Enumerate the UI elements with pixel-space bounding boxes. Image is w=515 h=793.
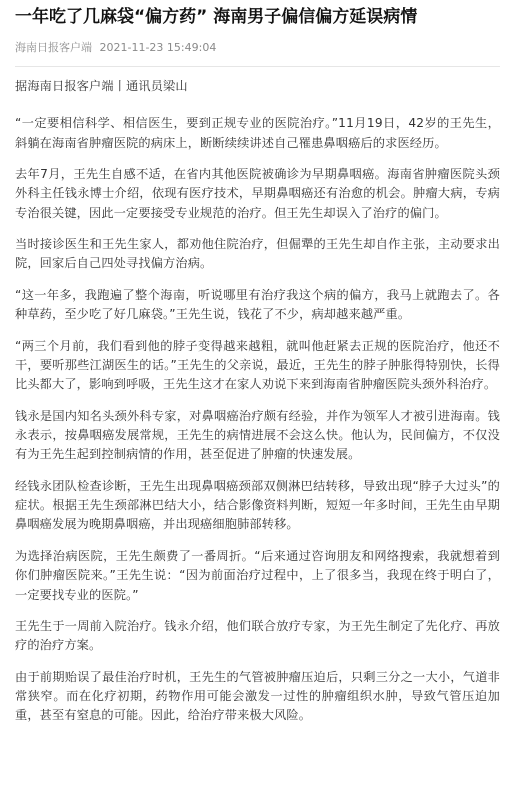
paragraph: “这一年多，我跑遍了整个海南，听说哪里有治疗我这个病的偏方，我马上就跑去了。各种草药，至少吃了好几麻袋。”王先生说，钱花了不少，病却越来越严重。 <box>15 287 500 322</box>
divider <box>15 66 500 67</box>
paragraph: “一定要相信科学、相信医生，要到正规专业的医院治疗。”11月19日，42岁的王先生，斜躺在海南省肿瘤医院的病床上，断断续续讲述自己罹患鼻咽癌后的求医经历。 <box>15 116 500 150</box>
paragraph: 由于前期贻误了最佳治疗时机，王先生的气管被肿瘤压迫后，只剩三分之一大小，气道非常狭窄。而在化疗初期，药物作用可能会激发一过性的肿瘤组织水肿，导致气管压迫加重，甚至有窒息的可能。因此，给治疗带来极大风险。 <box>15 669 500 723</box>
article-meta <box>15 40 500 56</box>
paragraph: 钱永是国内知名头颈外科专家，对鼻咽癌治疗颇有经验，并作为领军人才被引进海南。钱永表示，按鼻咽癌发展常规，王先生的病情进展不会这么快。他认为，民间偏方，不仅没有为王先生起到控制病情的作用，甚至促进了肿瘤的快速发展。 <box>15 408 500 462</box>
paragraph: 去年7月，王先生自感不适，在省内其他医院被确诊为早期鼻咽癌。海南省肿瘤医院头颈外科主任钱永博士介绍，依现有医疗技术，早期鼻咽癌还有治愈的机会。肿瘤大病，专病专治很关键，因此一定要接受专业规范的治疗。但王先生却误入了治疗的偏门。 <box>15 167 500 220</box>
article-datetime: 2021-11-23 15:49:04 <box>99 41 217 54</box>
paragraph: “两三个月前，我们看到他的脖子变得越来越粗，就叫他赶紧去正规的医院治疗，他还不干，要听那些江湖医生的话。”王先生的父亲说，最近，王先生的脖子肿胀得特别快，长得比头都大了，影响到呼吸，王先生这才在家人劝说下来到海南省肿瘤医院头颈外科治疗。 <box>15 338 500 392</box>
article-source[interactable]: 海南日报客户端 <box>15 41 92 54</box>
article-title: 一年吃了几麻袋“偏方药” 海南男子偏信偏方延误病情 <box>15 7 418 27</box>
paragraph: 当时接诊医生和王先生家人，都劝他住院治疗，但倔犟的王先生却自作主张，主动要求出院，回家后自己四处寻找偏方治病。 <box>15 237 500 271</box>
paragraph-byline: 据海南日报客户端丨通讯员梁山 <box>15 79 188 93</box>
paragraph: 为选择治病医院，王先生颇费了一番周折。“后来通过咨询朋友和网络搜索，我就想着到你们肿瘤医院来。”王先生说：“因为前面治疗过程中，上了很多当，我现在终于明白了，一定要找专业的医院。” <box>15 548 500 602</box>
article-body <box>15 77 500 726</box>
paragraph: 王先生于一周前入院治疗。钱永介绍，他们联合放疗专家，为王先生制定了先化疗、再放疗的治疗方案。 <box>15 619 500 653</box>
paragraph: 经钱永团队检查诊断，王先生出现鼻咽癌颈部双侧淋巴结转移，导致出现“脖子大过头”的症状。根据王先生颈部淋巴结大小，结合影像资料判断，短短一年多时间，王先生由早期鼻咽癌发展为晚期鼻咽癌，并出现癌细胞肺部转移。 <box>15 478 500 532</box>
